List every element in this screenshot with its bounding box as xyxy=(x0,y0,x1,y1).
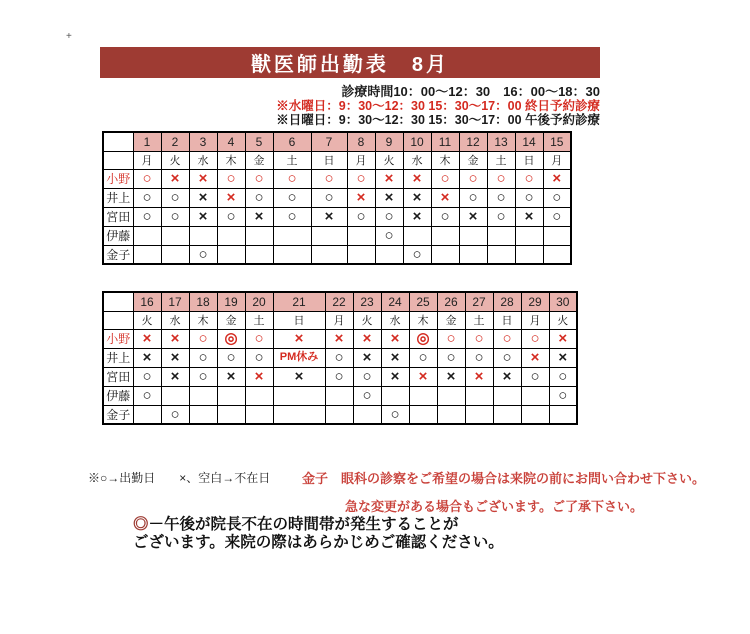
attendance-cell: ○ xyxy=(375,226,403,245)
attendance-cell: ○ xyxy=(161,188,189,207)
attendance-cell xyxy=(217,405,245,424)
weekday-cell: 金 xyxy=(437,311,465,329)
weekday-cell: 木 xyxy=(409,311,437,329)
attendance-cell: ◎ xyxy=(409,329,437,348)
vet-name: 井上 xyxy=(103,348,133,367)
attendance-cell xyxy=(189,386,217,405)
day-header: 7 xyxy=(311,132,347,151)
weekday-cell: 火 xyxy=(375,151,403,169)
schedule-change-note: 急な変更がある場合もございます。ご了承下さい。 xyxy=(345,499,643,514)
attendance-cell xyxy=(487,245,515,264)
attendance-cell: ○ xyxy=(487,207,515,226)
attendance-cell: ○ xyxy=(409,348,437,367)
schedule-table-1-container xyxy=(102,131,572,265)
vet-name: 伊藤 xyxy=(103,226,133,245)
weekday-blank-cell xyxy=(103,311,133,329)
attendance-cell: ○ xyxy=(161,405,189,424)
attendance-cell xyxy=(381,386,409,405)
clinic-hours-block xyxy=(0,85,600,127)
attendance-cell xyxy=(189,226,217,245)
attendance-cell xyxy=(347,226,375,245)
attendance-cell xyxy=(543,226,571,245)
day-header: 25 xyxy=(409,292,437,311)
note-line1: －午後が院長不在の時間帯が発生することが xyxy=(148,516,459,533)
attendance-cell: × xyxy=(459,207,487,226)
day-header: 27 xyxy=(465,292,493,311)
attendance-cell: × xyxy=(543,169,571,188)
attendance-cell: × xyxy=(431,188,459,207)
weekday-cell: 月 xyxy=(347,151,375,169)
attendance-cell: ○ xyxy=(549,386,577,405)
weekday-cell: 水 xyxy=(403,151,431,169)
attendance-cell xyxy=(487,226,515,245)
day-header: 1 xyxy=(133,132,161,151)
corner-cell xyxy=(103,132,133,151)
attendance-cell xyxy=(459,245,487,264)
attendance-cell: ○ xyxy=(431,169,459,188)
attendance-cell xyxy=(403,226,431,245)
attendance-cell xyxy=(161,386,189,405)
attendance-cell: ○ xyxy=(189,348,217,367)
attendance-cell: ○ xyxy=(133,188,161,207)
attendance-cell xyxy=(245,405,273,424)
day-header: 22 xyxy=(325,292,353,311)
attendance-cell: ○ xyxy=(325,348,353,367)
attendance-cell xyxy=(515,226,543,245)
attendance-cell: × xyxy=(189,188,217,207)
attendance-cell: × xyxy=(549,329,577,348)
attendance-cell: ○ xyxy=(381,405,409,424)
attendance-cell: × xyxy=(353,348,381,367)
weekday-cell: 水 xyxy=(381,311,409,329)
attendance-cell: × xyxy=(515,207,543,226)
schedule-table-2 xyxy=(102,291,578,425)
attendance-cell xyxy=(465,405,493,424)
attendance-cell xyxy=(273,245,311,264)
double-circle-symbol: ◎ xyxy=(133,516,149,533)
weekday-cell: 月 xyxy=(133,151,161,169)
attendance-cell xyxy=(273,405,325,424)
day-header: 24 xyxy=(381,292,409,311)
day-header: 17 xyxy=(161,292,189,311)
attendance-cell: ○ xyxy=(375,207,403,226)
attendance-cell: ○ xyxy=(437,348,465,367)
attendance-cell: × xyxy=(133,348,161,367)
day-header: 2 xyxy=(161,132,189,151)
attendance-cell xyxy=(133,405,161,424)
attendance-cell: ○ xyxy=(189,245,217,264)
attendance-cell: ○ xyxy=(543,207,571,226)
attendance-cell: ○ xyxy=(347,207,375,226)
day-header: 4 xyxy=(217,132,245,151)
weekday-cell: 金 xyxy=(245,151,273,169)
day-header: 11 xyxy=(431,132,459,151)
day-header: 18 xyxy=(189,292,217,311)
schedule-table-1 xyxy=(102,131,572,265)
attendance-cell: × xyxy=(189,169,217,188)
clinic-hours-line: 診療時間10：00～12：30 16：00～18：30 xyxy=(341,84,600,99)
attendance-cell xyxy=(217,386,245,405)
weekday-cell: 水 xyxy=(189,151,217,169)
weekday-cell: 火 xyxy=(133,311,161,329)
attendance-cell: ◎ xyxy=(217,329,245,348)
attendance-cell xyxy=(459,226,487,245)
weekday-cell: 火 xyxy=(161,151,189,169)
attendance-cell: × xyxy=(375,169,403,188)
attendance-cell xyxy=(325,386,353,405)
attendance-cell xyxy=(161,245,189,264)
attendance-cell: × xyxy=(381,329,409,348)
kaneko-eye-exam-note: 金子 眼科の診察をご希望の場合は来院の前にお問い合わせ下さい。 xyxy=(302,471,706,486)
attendance-cell: × xyxy=(161,169,189,188)
weekday-cell: 土 xyxy=(273,151,311,169)
attendance-cell xyxy=(133,245,161,264)
day-header: 16 xyxy=(133,292,161,311)
attendance-cell: ○ xyxy=(515,188,543,207)
attendance-cell: ○ xyxy=(245,169,273,188)
attendance-cell xyxy=(431,245,459,264)
attendance-cell xyxy=(325,405,353,424)
weekday-cell: 水 xyxy=(161,311,189,329)
day-header: 20 xyxy=(245,292,273,311)
attendance-cell xyxy=(465,386,493,405)
attendance-cell xyxy=(311,226,347,245)
attendance-cell: × xyxy=(325,329,353,348)
attendance-cell: × xyxy=(161,348,189,367)
page-title: 獣医師出勤表 8月 xyxy=(250,54,450,76)
attendance-cell xyxy=(515,245,543,264)
attendance-cell: ○ xyxy=(431,207,459,226)
weekday-cell: 土 xyxy=(245,311,273,329)
attendance-cell xyxy=(431,226,459,245)
vet-name: 宮田 xyxy=(103,207,133,226)
attendance-cell: × xyxy=(311,207,347,226)
attendance-cell: × xyxy=(375,188,403,207)
weekday-cell: 木 xyxy=(217,151,245,169)
attendance-cell xyxy=(493,405,521,424)
day-header: 28 xyxy=(493,292,521,311)
attendance-cell: ○ xyxy=(543,188,571,207)
day-header: 8 xyxy=(347,132,375,151)
attendance-cell: ○ xyxy=(493,348,521,367)
vet-name: 井上 xyxy=(103,188,133,207)
day-header: 15 xyxy=(543,132,571,151)
weekday-cell: 日 xyxy=(515,151,543,169)
attendance-cell xyxy=(409,386,437,405)
weekday-cell: 土 xyxy=(487,151,515,169)
weekday-cell: 土 xyxy=(465,311,493,329)
attendance-cell: × xyxy=(465,367,493,386)
weekday-cell: 金 xyxy=(459,151,487,169)
day-header: 5 xyxy=(245,132,273,151)
attendance-cell xyxy=(549,405,577,424)
attendance-cell: × xyxy=(217,188,245,207)
title-banner xyxy=(100,47,600,78)
attendance-cell: ○ xyxy=(273,188,311,207)
attendance-cell: ○ xyxy=(133,367,161,386)
vet-name: 伊藤 xyxy=(103,386,133,405)
attendance-cell xyxy=(245,386,273,405)
attendance-cell: ○ xyxy=(189,367,217,386)
attendance-cell: ○ xyxy=(133,207,161,226)
day-header: 30 xyxy=(549,292,577,311)
weekday-cell: 木 xyxy=(431,151,459,169)
attendance-cell xyxy=(311,245,347,264)
attendance-cell: × xyxy=(347,188,375,207)
attendance-cell: × xyxy=(437,367,465,386)
attendance-cell xyxy=(245,245,273,264)
corner-cell xyxy=(103,292,133,311)
attendance-cell xyxy=(543,245,571,264)
attendance-cell: × xyxy=(409,367,437,386)
attendance-cell: ○ xyxy=(521,367,549,386)
attendance-cell: ○ xyxy=(459,169,487,188)
attendance-cell: ○ xyxy=(311,169,347,188)
wednesday-hours-line: ※水曜日：9：30～12：30 15：30～17：00 終日予約診療 xyxy=(276,99,600,113)
attendance-cell: × xyxy=(273,367,325,386)
attendance-cell xyxy=(273,226,311,245)
attendance-cell: ○ xyxy=(515,169,543,188)
weekday-blank-cell xyxy=(103,151,133,169)
legend-text: ※○→出勤日 ×、空白→不在日 xyxy=(88,471,271,485)
weekday-cell: 日 xyxy=(273,311,325,329)
attendance-cell xyxy=(437,386,465,405)
vet-name: 宮田 xyxy=(103,367,133,386)
attendance-cell: ○ xyxy=(437,329,465,348)
attendance-cell: × xyxy=(381,348,409,367)
attendance-cell: ○ xyxy=(325,367,353,386)
attendance-cell xyxy=(273,386,325,405)
weekday-cell: 火 xyxy=(549,311,577,329)
day-header: 6 xyxy=(273,132,311,151)
attendance-cell: ○ xyxy=(217,169,245,188)
attendance-cell: ○ xyxy=(493,329,521,348)
attendance-cell: × xyxy=(133,329,161,348)
attendance-cell: × xyxy=(245,207,273,226)
weekday-cell: 日 xyxy=(493,311,521,329)
attendance-cell xyxy=(437,405,465,424)
attendance-cell xyxy=(409,405,437,424)
attendance-cell xyxy=(161,226,189,245)
attendance-cell: × xyxy=(161,367,189,386)
weekday-cell: 月 xyxy=(325,311,353,329)
attendance-cell: ○ xyxy=(133,169,161,188)
attendance-cell: × xyxy=(273,329,325,348)
day-header: 21 xyxy=(273,292,325,311)
attendance-cell: ○ xyxy=(189,329,217,348)
day-header: 10 xyxy=(403,132,431,151)
attendance-cell: ○ xyxy=(273,169,311,188)
attendance-cell: ○ xyxy=(549,367,577,386)
note-line2: ございます。来院の際はあらかじめご確認ください。 xyxy=(133,534,504,551)
attendance-cell: ○ xyxy=(487,188,515,207)
vet-name: 小野 xyxy=(103,169,133,188)
attendance-cell: ○ xyxy=(465,329,493,348)
attendance-cell: × xyxy=(403,188,431,207)
attendance-cell: × xyxy=(189,207,217,226)
attendance-cell: × xyxy=(549,348,577,367)
attendance-cell: ○ xyxy=(403,245,431,264)
attendance-cell xyxy=(217,226,245,245)
attendance-cell: × xyxy=(217,367,245,386)
weekday-cell: 日 xyxy=(311,151,347,169)
attendance-cell: ○ xyxy=(217,348,245,367)
cursor-mark: + xyxy=(66,31,72,42)
attendance-cell: ○ xyxy=(459,188,487,207)
attendance-cell: ○ xyxy=(465,348,493,367)
attendance-cell: × xyxy=(381,367,409,386)
attendance-cell: × xyxy=(353,329,381,348)
attendance-cell: ○ xyxy=(245,348,273,367)
weekday-cell: 金 xyxy=(217,311,245,329)
director-absence-note xyxy=(133,516,504,552)
attendance-cell: × xyxy=(245,367,273,386)
attendance-cell xyxy=(493,386,521,405)
attendance-cell: ○ xyxy=(347,169,375,188)
attendance-cell: ○ xyxy=(245,329,273,348)
attendance-cell: PM休み xyxy=(273,348,325,367)
attendance-cell: ○ xyxy=(521,329,549,348)
attendance-cell xyxy=(521,386,549,405)
day-header: 19 xyxy=(217,292,245,311)
weekday-cell: 月 xyxy=(521,311,549,329)
attendance-cell: × xyxy=(521,348,549,367)
attendance-cell xyxy=(347,245,375,264)
attendance-cell xyxy=(245,226,273,245)
vet-name: 金子 xyxy=(103,245,133,264)
day-header: 29 xyxy=(521,292,549,311)
day-header: 3 xyxy=(189,132,217,151)
vet-name: 金子 xyxy=(103,405,133,424)
attendance-cell: ○ xyxy=(133,386,161,405)
attendance-cell xyxy=(375,245,403,264)
attendance-cell: ○ xyxy=(311,188,347,207)
attendance-cell xyxy=(353,405,381,424)
attendance-cell xyxy=(217,245,245,264)
attendance-cell: ○ xyxy=(273,207,311,226)
day-header: 23 xyxy=(353,292,381,311)
attendance-cell: × xyxy=(161,329,189,348)
attendance-cell: ○ xyxy=(353,367,381,386)
weekday-cell: 木 xyxy=(189,311,217,329)
weekday-cell: 月 xyxy=(543,151,571,169)
day-header: 12 xyxy=(459,132,487,151)
vet-name: 小野 xyxy=(103,329,133,348)
attendance-cell: ○ xyxy=(245,188,273,207)
sunday-hours-line: ※日曜日：9：30～12：30 15：30～17：00 午後予約診療 xyxy=(276,113,600,127)
attendance-cell xyxy=(189,405,217,424)
attendance-cell: ○ xyxy=(487,169,515,188)
attendance-cell: ○ xyxy=(353,386,381,405)
attendance-cell: × xyxy=(403,169,431,188)
attendance-cell xyxy=(133,226,161,245)
day-header: 9 xyxy=(375,132,403,151)
schedule-table-2-container xyxy=(102,291,578,425)
attendance-cell xyxy=(521,405,549,424)
attendance-cell: ○ xyxy=(161,207,189,226)
attendance-cell: × xyxy=(493,367,521,386)
attendance-cell: × xyxy=(403,207,431,226)
day-header: 13 xyxy=(487,132,515,151)
day-header: 14 xyxy=(515,132,543,151)
attendance-cell: ○ xyxy=(217,207,245,226)
weekday-cell: 火 xyxy=(353,311,381,329)
day-header: 26 xyxy=(437,292,465,311)
